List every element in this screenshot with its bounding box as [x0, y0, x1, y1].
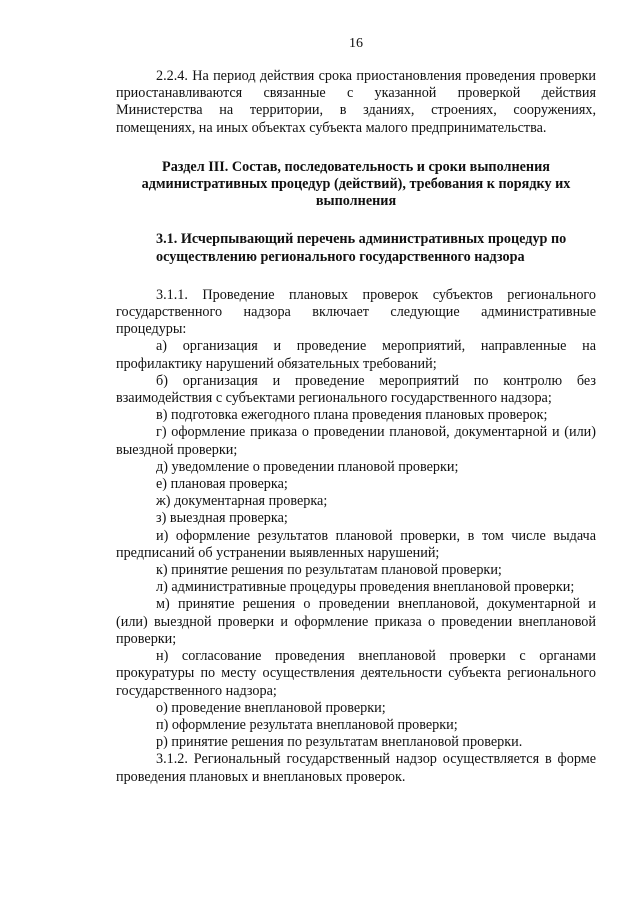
list-item: и) оформление результатов плановой проверки, в том числе выдача предписаний об устранении выявленных нарушений;	[116, 527, 596, 561]
list-item: е) плановая проверка;	[156, 476, 288, 493]
paragraph-3-1-1: 3.1.1. Проведение плановых проверок субъектов регионального государственного надзора включает следующие административные процедуры:	[116, 286, 596, 338]
list-item: м) принятие решения о проведении внеплановой, документарной и (или) выездной проверки и оформление приказа о проведении внеплановой проверки;	[116, 596, 596, 647]
list-item: д) уведомление о проведении плановой проверки;	[156, 458, 459, 475]
list-item: л) административные процедуры проведения внеплановой проверки;	[156, 579, 575, 596]
page-number: 16	[349, 36, 363, 51]
list-item: н) согласование проведения внеплановой проверки с органами прокуратуры по месту осуществления деятельности субъекта регионального государственного надзора;	[116, 648, 596, 699]
list-item: п) оформление результата внеплановой проверки;	[156, 716, 458, 733]
paragraph-3-1-2: 3.1.2. Региональный государственный надзор осуществляется в форме проведения плановых и внеплановых проверок.	[116, 751, 596, 785]
document-page	[116, 36, 596, 786]
section-heading: Раздел III. Состав, последовательность и сроки выполнения административных процедур (действий), требования к порядку их выполнения	[141, 158, 571, 210]
list-item: в) подготовка ежегодного плана проведения плановых проверок;	[156, 407, 548, 424]
list-item: г) оформление приказа о проведении плановой, документарной и (или) выездной проверки;	[116, 424, 596, 458]
list-item: к) принятие решения по результатам плановой проверки;	[156, 562, 502, 579]
paragraph-2-2-4: 2.2.4. На период действия срока приостановления проведения проверки приостанавливаются связанные с указанной проверкой действия Министерства на территории, в зданиях, строениях, сооружениях, помещениях, на иных объектах субъекта малого предпринимательства.	[116, 68, 596, 136]
list-item: ж) документарная проверка;	[156, 493, 328, 510]
subsection-heading: 3.1. Исчерпывающий перечень административных процедур по осуществлению регионального государственного надзора	[156, 231, 567, 265]
list-item: р) принятие решения по результатам внеплановой проверки.	[156, 734, 523, 751]
list-item: а) организация и проведение мероприятий, направленные на профилактику нарушений обязательных требований;	[116, 338, 596, 372]
list-item: з) выездная проверка;	[156, 510, 288, 527]
list-item: б) организация и проведение мероприятий по контролю без взаимодействия с субъектами регионального государственного надзора;	[116, 372, 596, 407]
list-item: о) проведение внеплановой проверки;	[156, 699, 386, 716]
